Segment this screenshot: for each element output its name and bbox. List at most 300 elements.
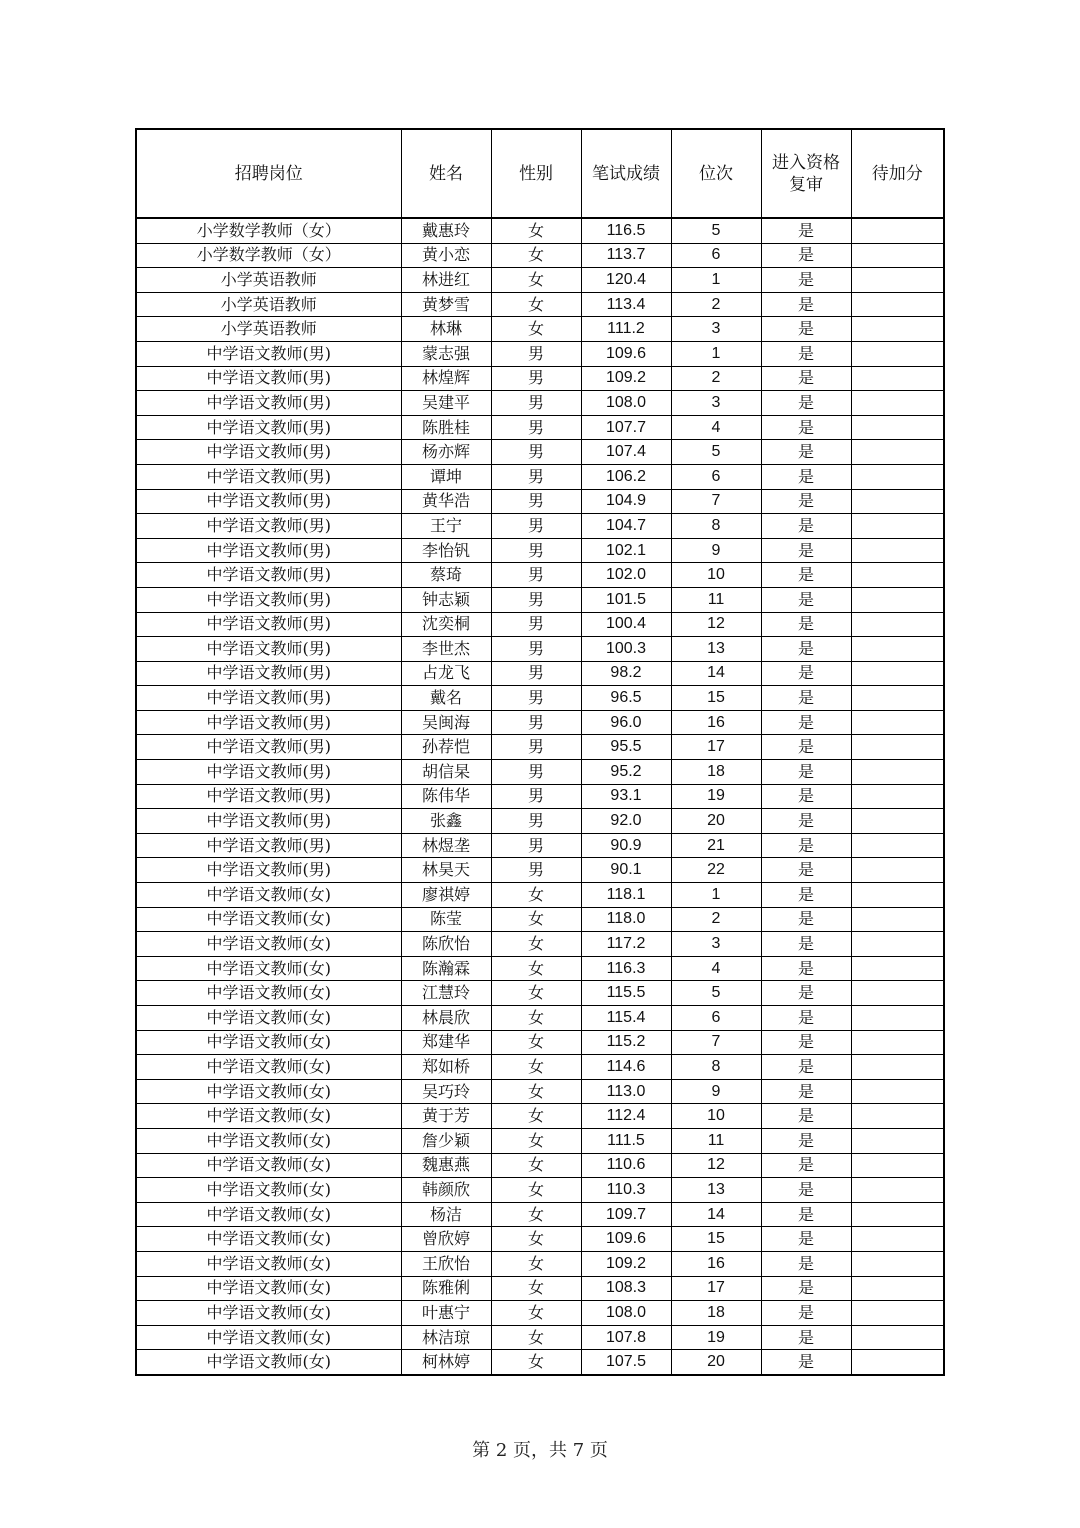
cell-bonus-points [851,735,944,760]
cell-name: 柯林婷 [401,1350,491,1375]
cell-written-score: 107.5 [581,1350,671,1375]
cell-bonus-points [851,1325,944,1350]
cell-bonus-points [851,391,944,416]
cell-position: 中学语文教师(女) [136,907,401,932]
cell-gender: 女 [491,1251,581,1276]
cell-rank: 1 [671,883,761,908]
table-row [136,218,944,243]
cell-name: 陈雅俐 [401,1276,491,1301]
cell-rank: 1 [671,268,761,293]
cell-qualification-review: 是 [761,1030,851,1055]
cell-rank: 4 [671,415,761,440]
cell-name: 吴巧玲 [401,1079,491,1104]
cell-gender: 女 [491,1178,581,1203]
cell-rank: 17 [671,1276,761,1301]
cell-written-score: 115.2 [581,1030,671,1055]
cell-position: 中学语文教师(男) [136,489,401,514]
cell-qualification-review: 是 [761,907,851,932]
table-row [136,415,944,440]
cell-name: 蔡琦 [401,563,491,588]
cell-position: 中学语文教师(女) [136,1276,401,1301]
cell-gender: 男 [491,341,581,366]
cell-position: 中学语文教师(男) [136,587,401,612]
cell-name: 李怡钒 [401,538,491,563]
cell-name: 王宁 [401,514,491,539]
cell-name: 林洁琼 [401,1325,491,1350]
cell-rank: 12 [671,612,761,637]
cell-rank: 18 [671,760,761,785]
table-row [136,317,944,342]
cell-bonus-points [851,1153,944,1178]
cell-name: 胡信杲 [401,760,491,785]
cell-name: 林昊天 [401,858,491,883]
cell-position: 中学语文教师(男) [136,637,401,662]
cell-bonus-points [851,587,944,612]
cell-gender: 女 [491,1006,581,1031]
cell-name: 谭坤 [401,464,491,489]
cell-qualification-review: 是 [761,1301,851,1326]
cell-written-score: 107.8 [581,1325,671,1350]
cell-written-score: 104.7 [581,514,671,539]
cell-position: 中学语文教师(女) [136,1301,401,1326]
cell-written-score: 100.3 [581,637,671,662]
cell-qualification-review: 是 [761,1153,851,1178]
cell-bonus-points [851,1079,944,1104]
cell-gender: 男 [491,809,581,834]
cell-bonus-points [851,1350,944,1375]
cell-bonus-points [851,317,944,342]
table-row [136,760,944,785]
cell-gender: 男 [491,710,581,735]
table-row [136,1178,944,1203]
cell-bonus-points [851,489,944,514]
cell-qualification-review: 是 [761,809,851,834]
cell-name: 陈欣怡 [401,932,491,957]
page-number: 第 2 页，共 7 页 [472,1440,608,1461]
table-row [136,1202,944,1227]
cell-written-score: 118.0 [581,907,671,932]
cell-written-score: 96.0 [581,710,671,735]
cell-rank: 13 [671,1178,761,1203]
cell-bonus-points [851,464,944,489]
cell-written-score: 109.6 [581,1227,671,1252]
cell-qualification-review: 是 [761,1350,851,1375]
cell-name: 詹少颖 [401,1128,491,1153]
table-row [136,858,944,883]
cell-position: 中学语文教师(男) [136,686,401,711]
header-position: 招聘岗位 [136,129,401,218]
cell-rank: 13 [671,637,761,662]
cell-position: 小学数学教师（女） [136,218,401,243]
cell-name: 占龙飞 [401,661,491,686]
cell-position: 中学语文教师(女) [136,1153,401,1178]
cell-written-score: 108.0 [581,391,671,416]
cell-position: 中学语文教师(女) [136,1251,401,1276]
cell-name: 林煜垄 [401,833,491,858]
cell-name: 孙荐恺 [401,735,491,760]
cell-qualification-review: 是 [761,735,851,760]
cell-written-score: 92.0 [581,809,671,834]
cell-name: 林进红 [401,268,491,293]
cell-rank: 3 [671,391,761,416]
table-row [136,1301,944,1326]
table-row [136,1104,944,1129]
cell-position: 小学英语教师 [136,317,401,342]
cell-rank: 7 [671,489,761,514]
cell-written-score: 109.2 [581,1251,671,1276]
table-row [136,932,944,957]
cell-gender: 女 [491,1325,581,1350]
cell-gender: 女 [491,1202,581,1227]
cell-qualification-review: 是 [761,1202,851,1227]
cell-gender: 男 [491,661,581,686]
cell-qualification-review: 是 [761,1055,851,1080]
cell-written-score: 107.4 [581,440,671,465]
cell-name: 张鑫 [401,809,491,834]
cell-gender: 女 [491,292,581,317]
cell-qualification-review: 是 [761,760,851,785]
table-row [136,612,944,637]
cell-rank: 16 [671,710,761,735]
cell-rank: 5 [671,981,761,1006]
cell-qualification-review: 是 [761,883,851,908]
table-row [136,686,944,711]
cell-written-score: 109.7 [581,1202,671,1227]
cell-gender: 男 [491,391,581,416]
cell-qualification-review: 是 [761,1276,851,1301]
cell-qualification-review: 是 [761,514,851,539]
cell-gender: 男 [491,415,581,440]
cell-qualification-review: 是 [761,587,851,612]
cell-qualification-review: 是 [761,317,851,342]
cell-gender: 女 [491,243,581,268]
table-row [136,268,944,293]
table-row [136,907,944,932]
cell-written-score: 102.0 [581,563,671,588]
cell-written-score: 96.5 [581,686,671,711]
cell-written-score: 111.2 [581,317,671,342]
cell-qualification-review: 是 [761,538,851,563]
cell-bonus-points [851,1030,944,1055]
cell-position: 中学语文教师(男) [136,833,401,858]
cell-rank: 17 [671,735,761,760]
cell-gender: 男 [491,735,581,760]
cell-written-score: 118.1 [581,883,671,908]
cell-bonus-points [851,1178,944,1203]
cell-qualification-review: 是 [761,391,851,416]
cell-qualification-review: 是 [761,1104,851,1129]
table-row [136,956,944,981]
cell-gender: 女 [491,1128,581,1153]
cell-gender: 女 [491,883,581,908]
cell-rank: 15 [671,1227,761,1252]
cell-name: 林煌辉 [401,366,491,391]
cell-bonus-points [851,341,944,366]
cell-gender: 女 [491,218,581,243]
cell-gender: 女 [491,1104,581,1129]
cell-name: 杨亦辉 [401,440,491,465]
cell-written-score: 100.4 [581,612,671,637]
cell-gender: 男 [491,858,581,883]
cell-position: 中学语文教师(男) [136,563,401,588]
cell-position: 中学语文教师(男) [136,760,401,785]
cell-qualification-review: 是 [761,415,851,440]
cell-name: 黄梦雪 [401,292,491,317]
cell-position: 中学语文教师(女) [136,1006,401,1031]
table-row [136,341,944,366]
cell-rank: 2 [671,907,761,932]
cell-bonus-points [851,1251,944,1276]
cell-rank: 21 [671,833,761,858]
table-row [136,1153,944,1178]
cell-position: 中学语文教师(女) [136,1325,401,1350]
cell-rank: 2 [671,292,761,317]
cell-qualification-review: 是 [761,637,851,662]
cell-rank: 9 [671,538,761,563]
cell-bonus-points [851,686,944,711]
cell-name: 林琳 [401,317,491,342]
cell-qualification-review: 是 [761,243,851,268]
cell-rank: 6 [671,1006,761,1031]
cell-gender: 男 [491,514,581,539]
cell-name: 曾欣婷 [401,1227,491,1252]
cell-bonus-points [851,710,944,735]
cell-rank: 3 [671,317,761,342]
cell-position: 中学语文教师(女) [136,1178,401,1203]
cell-name: 江慧玲 [401,981,491,1006]
cell-name: 沈奕桐 [401,612,491,637]
cell-bonus-points [851,1006,944,1031]
cell-gender: 男 [491,563,581,588]
cell-written-score: 117.2 [581,932,671,957]
cell-gender: 女 [491,956,581,981]
cell-rank: 1 [671,341,761,366]
cell-rank: 8 [671,1055,761,1080]
cell-qualification-review: 是 [761,784,851,809]
header-written-score: 笔试成绩 [581,129,671,218]
table-row [136,735,944,760]
cell-written-score: 108.0 [581,1301,671,1326]
cell-position: 中学语文教师(女) [136,1079,401,1104]
cell-bonus-points [851,956,944,981]
cell-name: 吴建平 [401,391,491,416]
cell-gender: 男 [491,440,581,465]
cell-position: 中学语文教师(男) [136,391,401,416]
table-header-row [136,129,944,218]
cell-written-score: 115.4 [581,1006,671,1031]
cell-position: 中学语文教师(男) [136,710,401,735]
table-row [136,710,944,735]
table-row [136,1251,944,1276]
header-qualification-review: 进入资格复审 [761,129,851,218]
cell-bonus-points [851,883,944,908]
table-row [136,1227,944,1252]
cell-qualification-review: 是 [761,1325,851,1350]
cell-qualification-review: 是 [761,1079,851,1104]
cell-written-score: 111.5 [581,1128,671,1153]
cell-rank: 10 [671,563,761,588]
cell-written-score: 106.2 [581,464,671,489]
cell-gender: 女 [491,1030,581,1055]
cell-written-score: 98.2 [581,661,671,686]
cell-qualification-review: 是 [761,489,851,514]
cell-bonus-points [851,563,944,588]
cell-bonus-points [851,440,944,465]
header-gender: 性别 [491,129,581,218]
cell-rank: 15 [671,686,761,711]
cell-name: 王欣怡 [401,1251,491,1276]
cell-name: 戴名 [401,686,491,711]
cell-bonus-points [851,1301,944,1326]
cell-position: 中学语文教师(女) [136,1202,401,1227]
cell-position: 中学语文教师(男) [136,415,401,440]
cell-name: 叶惠宁 [401,1301,491,1326]
cell-qualification-review: 是 [761,292,851,317]
cell-qualification-review: 是 [761,218,851,243]
table-row [136,1325,944,1350]
cell-name: 魏惠燕 [401,1153,491,1178]
cell-rank: 14 [671,1202,761,1227]
cell-position: 中学语文教师(女) [136,1128,401,1153]
cell-gender: 女 [491,268,581,293]
cell-position: 中学语文教师(男) [136,858,401,883]
cell-bonus-points [851,1276,944,1301]
cell-qualification-review: 是 [761,563,851,588]
cell-qualification-review: 是 [761,464,851,489]
cell-gender: 男 [491,489,581,514]
cell-qualification-review: 是 [761,1227,851,1252]
table-row [136,563,944,588]
table-row [136,1350,944,1375]
cell-position: 小学数学教师（女） [136,243,401,268]
cell-gender: 女 [491,1350,581,1375]
cell-written-score: 113.0 [581,1079,671,1104]
cell-bonus-points [851,932,944,957]
cell-position: 中学语文教师(女) [136,1030,401,1055]
cell-written-score: 101.5 [581,587,671,612]
cell-name: 杨洁 [401,1202,491,1227]
cell-rank: 8 [671,514,761,539]
cell-bonus-points [851,292,944,317]
cell-position: 中学语文教师(男) [136,538,401,563]
cell-gender: 男 [491,366,581,391]
table-row [136,833,944,858]
cell-position: 中学语文教师(女) [136,981,401,1006]
cell-written-score: 110.6 [581,1153,671,1178]
cell-qualification-review: 是 [761,1251,851,1276]
results-table [135,128,945,1376]
table-row [136,292,944,317]
cell-gender: 男 [491,637,581,662]
cell-written-score: 107.7 [581,415,671,440]
cell-rank: 12 [671,1153,761,1178]
cell-qualification-review: 是 [761,956,851,981]
cell-gender: 男 [491,612,581,637]
cell-written-score: 104.9 [581,489,671,514]
header-bonus-points: 待加分 [851,129,944,218]
cell-bonus-points [851,538,944,563]
cell-name: 李世杰 [401,637,491,662]
cell-rank: 6 [671,243,761,268]
table-row [136,809,944,834]
header-rank: 位次 [671,129,761,218]
cell-bonus-points [851,1128,944,1153]
table-row [136,883,944,908]
cell-position: 中学语文教师(女) [136,932,401,957]
cell-written-score: 90.1 [581,858,671,883]
cell-position: 中学语文教师(女) [136,1227,401,1252]
cell-position: 中学语文教师(女) [136,956,401,981]
cell-rank: 2 [671,366,761,391]
cell-name: 黄于芳 [401,1104,491,1129]
cell-rank: 11 [671,587,761,612]
cell-qualification-review: 是 [761,440,851,465]
cell-position: 小学英语教师 [136,268,401,293]
cell-bonus-points [851,637,944,662]
cell-bonus-points [851,833,944,858]
cell-position: 中学语文教师(男) [136,440,401,465]
cell-position: 中学语文教师(女) [136,1350,401,1375]
cell-bonus-points [851,514,944,539]
cell-gender: 女 [491,932,581,957]
cell-position: 中学语文教师(女) [136,1055,401,1080]
cell-name: 郑如桥 [401,1055,491,1080]
table-row [136,391,944,416]
cell-bonus-points [851,784,944,809]
cell-qualification-review: 是 [761,981,851,1006]
cell-gender: 男 [491,784,581,809]
cell-name: 郑建华 [401,1030,491,1055]
cell-written-score: 90.9 [581,833,671,858]
cell-rank: 5 [671,440,761,465]
cell-rank: 9 [671,1079,761,1104]
cell-position: 中学语文教师(男) [136,661,401,686]
cell-gender: 男 [491,587,581,612]
cell-rank: 19 [671,1325,761,1350]
cell-qualification-review: 是 [761,710,851,735]
cell-position: 中学语文教师(男) [136,341,401,366]
cell-qualification-review: 是 [761,932,851,957]
cell-gender: 男 [491,686,581,711]
cell-rank: 4 [671,956,761,981]
cell-qualification-review: 是 [761,833,851,858]
table-row [136,243,944,268]
cell-written-score: 112.4 [581,1104,671,1129]
cell-rank: 20 [671,1350,761,1375]
cell-position: 中学语文教师(女) [136,1104,401,1129]
cell-bonus-points [851,268,944,293]
cell-rank: 19 [671,784,761,809]
cell-gender: 女 [491,1153,581,1178]
cell-rank: 22 [671,858,761,883]
cell-qualification-review: 是 [761,1178,851,1203]
cell-rank: 11 [671,1128,761,1153]
cell-bonus-points [851,981,944,1006]
cell-rank: 7 [671,1030,761,1055]
cell-bonus-points [851,907,944,932]
cell-gender: 男 [491,760,581,785]
table-row [136,489,944,514]
table-row [136,587,944,612]
cell-gender: 女 [491,1079,581,1104]
cell-written-score: 114.6 [581,1055,671,1080]
cell-written-score: 109.2 [581,366,671,391]
cell-qualification-review: 是 [761,1128,851,1153]
cell-rank: 3 [671,932,761,957]
cell-qualification-review: 是 [761,858,851,883]
cell-gender: 男 [491,464,581,489]
cell-position: 中学语文教师(男) [136,464,401,489]
